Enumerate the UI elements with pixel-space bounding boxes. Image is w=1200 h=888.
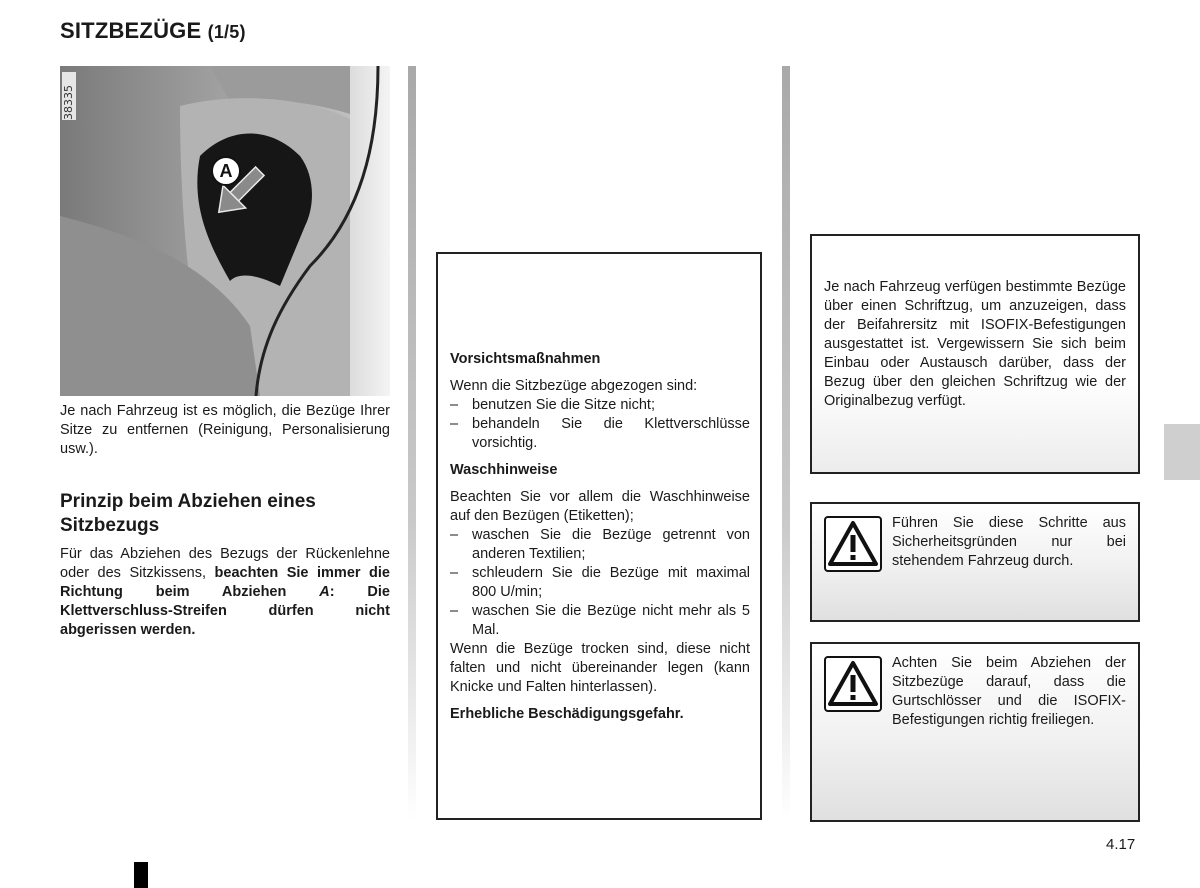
isofix-info-text: Je nach Fahrzeug verfügen bestimmte Bezüge über einen Schriftzug, um anzuzeigen, dass der Beifahrersitz mit ISOFIX-Befestigungen ausgestattet ist. Vergewissern Sie sich beim Einbau oder Austausch darüber, dass der Bezug über den gleichen Schriftzug wie der Originalbezug verfügt. bbox=[824, 279, 1126, 409]
section-body bbox=[60, 545, 390, 640]
column-separator-left bbox=[408, 66, 416, 820]
precautions-box bbox=[436, 252, 762, 820]
section-heading: Prinzip beim Abziehen eines Sitzbezugs bbox=[60, 491, 316, 536]
chapter-side-tab bbox=[1164, 424, 1200, 480]
list-item: – waschen Sie die Bezüge getrennt von anderen Textilien; bbox=[450, 526, 750, 564]
photo-reference-number: 38335 bbox=[62, 72, 76, 120]
warning-box-stationary bbox=[810, 502, 1140, 622]
removed-intro: Wenn die Sitzbezüge abgezogen sind: bbox=[450, 378, 698, 394]
list-item: – waschen Sie die Bezüge nicht mehr als 5 Mal. bbox=[450, 602, 750, 640]
list-item: – benutzen Sie die Sitze nicht; bbox=[450, 396, 750, 415]
list-item: – behandeln Sie die Klettverschlüsse vorsichtig. bbox=[450, 415, 750, 453]
warning-text: Führen Sie diese Schritte aus Sicherheitsgründen nur bei stehendem Fahrzeug durch. bbox=[892, 515, 1126, 569]
column-separator-right bbox=[782, 66, 790, 820]
door-pillar-shape bbox=[350, 66, 390, 396]
section-body-regular: Für das Abziehen des Bezugs der Rückenlehne oder des Sitzkissens, bbox=[60, 546, 390, 581]
page-counter: (1/5) bbox=[207, 22, 246, 42]
warning-box-buckles bbox=[810, 642, 1140, 822]
section-body-bold-tail: : Die Klettverschluss-Streifen dürfen nicht abgerissen werden. bbox=[60, 584, 390, 638]
washing-list bbox=[450, 526, 750, 640]
print-crop-mark bbox=[134, 862, 148, 888]
washing-heading: Waschhinweise bbox=[450, 462, 558, 478]
warning-text: Achten Sie beim Abziehen der Sitzbezüge darauf, dass die Gurtschlösser und die ISOFIX-Befestigungen richtig freiliegen. bbox=[892, 655, 1126, 728]
warning-text-box-2 bbox=[824, 654, 1126, 730]
drying-note: Wenn die Bezüge trocken sind, diese nicht falten und nicht übereinander legen (kann Knicke und Falten hinterlassen). bbox=[450, 641, 750, 695]
washing-intro: Beachten Sie vor allem die Waschhinweise auf den Bezügen (Etiketten); bbox=[450, 489, 750, 524]
removed-list bbox=[450, 396, 750, 453]
warning-text-box-1 bbox=[824, 514, 1126, 572]
photo-caption: Je nach Fahrzeug ist es möglich, die Bezüge Ihrer Sitze zu entfernen (Reinigung, Personalisierung usw.). bbox=[60, 403, 390, 457]
page-title-text: SITZBEZÜGE bbox=[60, 18, 202, 43]
section-body-bold: beachten Sie immer die Richtung beim Abziehen bbox=[60, 565, 390, 600]
seat-illustration bbox=[60, 66, 390, 396]
seat-cover-photo bbox=[60, 66, 390, 396]
list-item: – schleudern Sie die Bezüge mit maximal 800 U/min; bbox=[450, 564, 750, 602]
isofix-info-box bbox=[810, 234, 1140, 474]
damage-warning: Erhebliche Beschädigungsgefahr. bbox=[450, 706, 684, 722]
section-body-callout: A bbox=[319, 584, 330, 600]
precautions-heading: Vorsichtsmaßnahmen bbox=[450, 351, 601, 367]
page-number: 4.17 bbox=[1106, 836, 1136, 853]
page-title bbox=[60, 18, 246, 44]
callout-label: A bbox=[219, 161, 233, 181]
